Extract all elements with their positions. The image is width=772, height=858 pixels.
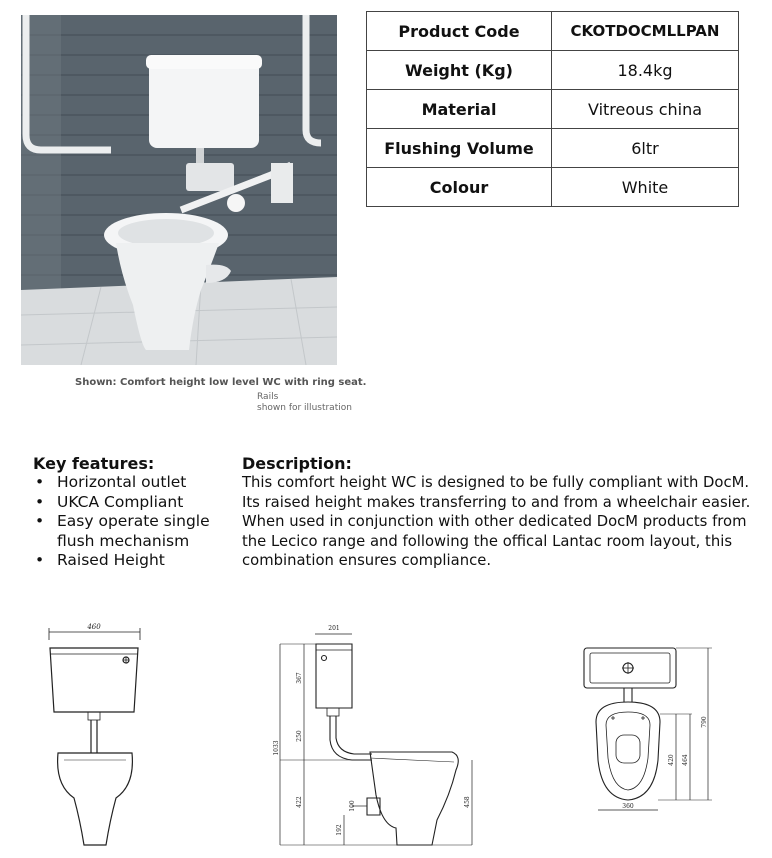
- description-text: This comfort height WC is designed to be fully compliant with DocM. Its raised height makes transferring to and from a wheelchair easier. When used in conjunction with other dedicated DocM products from the Lecico range and following the offical Lantac room layout, this combination ensures compliance.: [242, 474, 751, 569]
- spec-row: [367, 90, 739, 129]
- rails-note: Rails: [257, 392, 279, 402]
- key-features-heading: Key features:: [33, 454, 155, 473]
- front-elevation-drawing: [40, 620, 155, 850]
- spec-row: [367, 168, 739, 207]
- spec-label: Product Code: [367, 12, 552, 51]
- top-depth-total: 790: [701, 716, 708, 728]
- spec-value: White: [552, 168, 739, 207]
- spec-label: Flushing Volume: [367, 129, 552, 168]
- key-features: [33, 455, 238, 571]
- side-lower-dim: 422: [296, 796, 303, 808]
- side-elevation-drawing: [272, 620, 482, 850]
- spec-value: CKOTDOCMLLPAN: [552, 12, 739, 51]
- side-outlet-dim: 100: [349, 800, 356, 812]
- side-total-dim: 1033: [273, 740, 280, 756]
- list-item: • UKCA Compliant: [33, 493, 238, 513]
- list-item: • Easy operate single flush mechanism: [33, 512, 238, 551]
- spec-row: [367, 51, 739, 90]
- side-top-dim: 201: [328, 625, 340, 632]
- spec-label: Colour: [367, 168, 552, 207]
- spec-value: 18.4kg: [552, 51, 739, 90]
- description: [242, 455, 767, 571]
- photo-caption: Shown: Comfort height low level WC with ring seat.: [75, 377, 367, 388]
- spec-label: Weight (Kg): [367, 51, 552, 90]
- list-item: • Raised Height: [33, 551, 238, 571]
- illustration-note: shown for illustration: [257, 403, 352, 413]
- top-depth-a: 420: [668, 754, 675, 766]
- spec-label: Material: [367, 90, 552, 129]
- list-item: • Horizontal outlet: [33, 473, 238, 493]
- description-heading: Description:: [242, 454, 352, 473]
- spec-row: [367, 129, 739, 168]
- spec-value: Vitreous china: [552, 90, 739, 129]
- spec-value: 6ltr: [552, 129, 739, 168]
- top-width-dim: 360: [622, 803, 634, 810]
- side-mid-dim: 250: [296, 730, 303, 742]
- side-cistern-dim: 367: [296, 672, 303, 684]
- side-outlet-height: 192: [336, 824, 343, 836]
- top-plan-drawing: [578, 640, 723, 820]
- side-pan-height: 458: [464, 796, 471, 808]
- front-width-dim: 460: [87, 623, 101, 631]
- product-photo: [21, 15, 337, 365]
- spec-table: [366, 11, 739, 207]
- top-depth-b: 464: [682, 754, 689, 766]
- spec-row: [367, 12, 739, 51]
- feature-list: [33, 473, 238, 571]
